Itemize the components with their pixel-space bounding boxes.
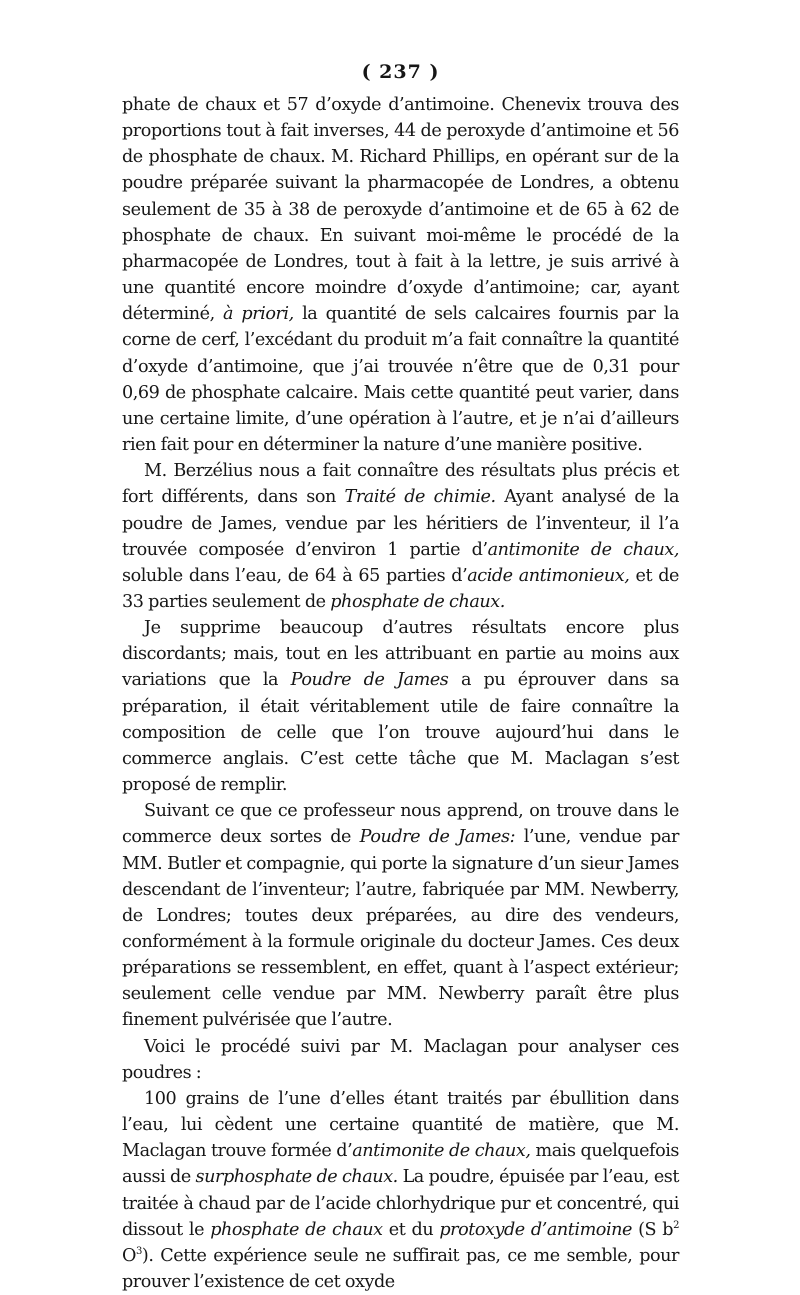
italic-term: phosphate de chaux.: [330, 591, 505, 612]
text-run: O: [122, 1245, 136, 1266]
text-run: Ayant analysé de la poudre de James, vendue par les héritiers de l’inventeur, il l’a trouvée composée d’environ 1 partie d’: [122, 487, 679, 560]
text-run: ). Cette expérience seule ne suffirait pas, ce me semble, pour prouver l’existence de cet oxyde: [122, 1245, 679, 1293]
text-run: Suivant ce que ce professeur nous apprend, on trouve dans le commerce deux sortes de: [122, 801, 679, 848]
text-run: et du: [382, 1219, 440, 1240]
italic-term: Poudre de James: [290, 670, 449, 691]
text-run: Voici le procédé suivi par M. Maclagan pour analyser ces poudres :: [122, 1036, 679, 1083]
italic-term: Poudre de James:: [359, 827, 516, 848]
paragraph-5: [122, 1034, 679, 1086]
italic-term: antimonite de chaux,: [487, 539, 679, 560]
paragraph-2: [122, 458, 679, 615]
italic-term: surphosphate de chaux.: [195, 1167, 398, 1188]
text-run: la quantité de sels calcaires fournis par la corne de cerf, l’excédant du produit m’a fait connaître la quantité d’oxyde d’antimoine, que j’ai trouvée n’être que de 0,31 pour 0,69 de phosphate calcaire. Mais cette quantité peut varier, dans une certaine limite, d’une opération à l’autre, et je n’ai d’ailleurs rien fait pour en déterminer la nature d’une manière positive.: [122, 304, 679, 456]
italic-term: à priori,: [223, 304, 294, 325]
paragraph-1: [122, 92, 679, 458]
superscript: 3: [135, 1246, 142, 1258]
italic-term: Traité de chimie.: [344, 487, 496, 508]
text-run: l’une, vendue par MM. Butler et compagnie, qui porte la signature d’un sieur James descendant de l’inventeur; l’autre, fabriquée par MM. Newberry, de Londres; toutes deux préparées, au dire des vendeurs, conformément à la formule originale du docteur James. Ces deux préparations se ressemblent, en effet, quant à l’aspect extérieur; seulement celle vendue par MM. Newberry paraît être plus finement pulvérisée que l’autre.: [122, 827, 679, 1031]
superscript: 2: [673, 1219, 679, 1231]
paragraph-3: [122, 615, 679, 798]
text-run: et de 33 parties seulement de: [122, 565, 679, 612]
italic-term: acide antimonieux,: [467, 565, 630, 586]
italic-term: protoxyde d’antimoine: [439, 1219, 632, 1240]
text-run: La poudre, épuisée par l’eau, est traitée à chaud par de l’acide chlorhydrique pur et concentré, qui dissout le: [122, 1167, 679, 1240]
italic-term: antimonite de chaux,: [352, 1141, 531, 1162]
page-number: ( 237 ): [361, 61, 440, 83]
text-run: mais quelquefois aussi de: [122, 1141, 679, 1188]
paragraph-6: [122, 1086, 679, 1295]
italic-term: phosphate de chaux: [210, 1219, 383, 1240]
text-run: Je supprime beaucoup d’autres résultats encore plus discordants; mais, tout en les attribuant en partie au moins aux variations que la: [122, 618, 679, 691]
text-run: (S b: [631, 1219, 674, 1240]
paragraph-4: [122, 798, 679, 1033]
text-run: soluble dans l’eau, de 64 à 65 parties d’: [122, 565, 468, 586]
text-run: phate de chaux et 57 d’oxyde d’antimoine. Chenevix trouva des proportions tout à fait inverses, 44 de peroxyde d’antimoine et 56 de phosphate de chaux. M. Richard Phillips, en opérant sur de la poudre préparée suivant la pharmacopée de Londres, a obtenu seulement de 35 à 38 de peroxyde d’antimoine et de 65 à 62 de phosphate de chaux. En suivant moi-même le procédé de la pharmacopée de Londres, tout à fait à la lettre, je suis arrivé à une quantité encore moindre d’oxyde d’antimoine; car, ayant déterminé,: [122, 95, 679, 325]
book-page: [122, 58, 679, 1295]
text-run: 100 grains de l’une d’elles étant traités par ébullition dans l’eau, lui cèdent une certaine quantité de matière, que M. Maclagan trouve formée d’: [122, 1088, 679, 1162]
text-run: M. Berzélius nous a fait connaître des résultats plus précis et fort différents, dans son: [122, 461, 679, 508]
text-run: a pu éprouver dans sa préparation, il était véritablement utile de faire connaître la composition de celle que l’on trouve aujourd’hui dans le commerce anglais. C’est cette tâche que M. Maclagan s’est proposé de remplir.: [122, 670, 679, 796]
